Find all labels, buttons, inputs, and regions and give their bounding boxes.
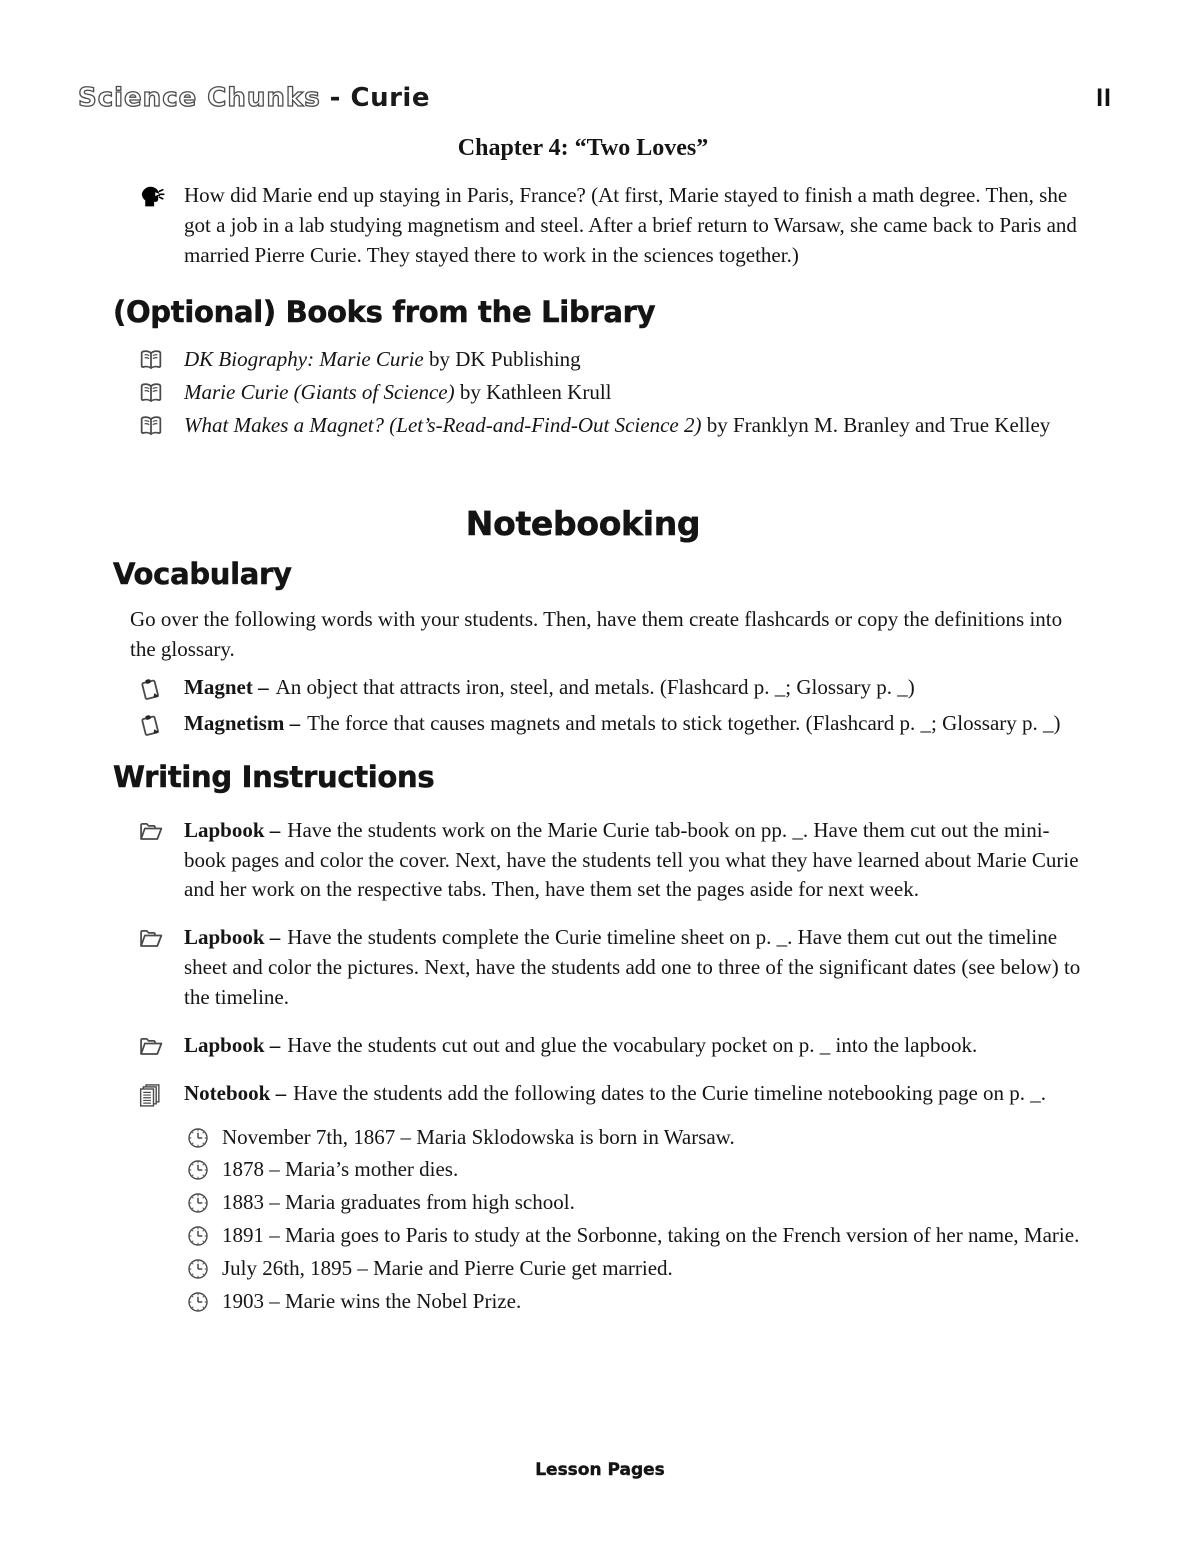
vocabulary-intro: Go over the following words with your students. Then, have them create flashcards or copy the definitions into the glossary. <box>130 606 1063 661</box>
footer-label: Lesson Pages <box>535 1460 665 1480</box>
writing-label: Notebook – <box>184 1080 287 1105</box>
vocab-term: Magnet – <box>184 674 269 699</box>
brand-title: Science Chunks <box>78 83 321 113</box>
book-item <box>136 344 1088 374</box>
writing-instructions-heading: Writing Instructions <box>113 759 435 794</box>
timeline-text: 1883 – Maria graduates from high school. <box>222 1190 575 1215</box>
writing-text: Have the students add the following dates to the Curie timeline notebooking page on p. _. <box>293 1080 1047 1105</box>
page-number: II <box>1096 84 1112 112</box>
chapter-title: Chapter 4: “Two Loves” <box>457 134 709 161</box>
open-folder-icon <box>136 816 184 905</box>
clock-icon <box>186 1188 222 1218</box>
brand-subject: - Curie <box>329 83 430 113</box>
writing-entry <box>184 923 1088 1012</box>
book-item <box>136 410 1088 440</box>
writing-item <box>136 816 1088 905</box>
timeline-item <box>186 1123 1088 1153</box>
vocab-definition: The force that causes magnets and metals to stick together. (Flashcard p. _; Glossary p. _) <box>307 710 1061 735</box>
clock-icon <box>186 1254 222 1284</box>
timeline-text: 1878 – Maria’s mother dies. <box>222 1157 459 1182</box>
writing-text: Have the students complete the Curie timeline sheet on p. _. Have them cut out the timeline sheet and color the pictures. Next, have the students add one to three of the significant dates (see below) to the timeline. <box>184 925 1081 1009</box>
writing-text: Have the students cut out and glue the vocabulary pocket on p. _ into the lapbook. <box>287 1032 978 1057</box>
clock-icon <box>186 1287 222 1317</box>
timeline-item <box>186 1221 1088 1251</box>
writing-entry <box>184 816 1088 905</box>
speaking-head-icon <box>136 181 184 270</box>
vocab-entry <box>184 709 1088 741</box>
timeline-text: 1903 – Marie wins the Nobel Prize. <box>222 1288 522 1313</box>
timeline-item <box>186 1155 1088 1185</box>
book-title: Marie Curie (Giants of Science) <box>184 380 455 405</box>
notebooking-heading: Notebooking <box>465 503 701 543</box>
writing-item <box>136 1079 1088 1111</box>
book-entry <box>184 344 1088 374</box>
writing-entry <box>184 1031 1088 1061</box>
vocabulary-heading: Vocabulary <box>113 556 292 591</box>
timeline-list <box>78 1123 1088 1317</box>
writing-text: Have the students work on the Marie Curie tab-book on pp. _. Have them cut out the mini-book pages and color the cover. Next, have the students tell you what they have learned about Marie Curie and her work on the respective tabs. Then, have them set the pages aside for next week. <box>184 817 1079 902</box>
question-text: How did Marie end up staying in Paris, France? (At first, Marie stayed to finish a math degree. Then, she got a job in a lab studying magnetism and steel. After a brief return to Warsaw, she came back to Paris and married Pierre Curie. They stayed there to work in the sciences together.) <box>184 182 1077 267</box>
clock-icon <box>186 1155 222 1185</box>
timeline-text: 1891 – Maria goes to Paris to study at the Sorbonne, taking on the French version of her name, Marie. <box>222 1223 1080 1248</box>
clock-icon <box>186 1123 222 1153</box>
writing-item <box>136 1031 1088 1061</box>
book-entry <box>184 377 1088 407</box>
notebook-pages-icon <box>136 1079 184 1111</box>
book-title: DK Biography: Marie Curie <box>184 346 424 371</box>
pencil-note-icon <box>136 673 184 705</box>
timeline-item <box>186 1188 1088 1218</box>
writing-item <box>136 923 1088 1012</box>
page-header <box>78 80 1112 117</box>
book-author: by Franklyn M. Branley and True Kelley <box>701 413 1051 438</box>
vocab-item <box>136 673 1088 705</box>
discussion-question <box>136 181 1088 270</box>
writing-entry <box>184 1079 1088 1111</box>
vocab-entry <box>184 673 1088 705</box>
book-item <box>136 377 1088 407</box>
timeline-text: November 7th, 1867 – Maria Sklodowska is born in Warsaw. <box>222 1124 735 1149</box>
timeline-text: July 26th, 1895 – Marie and Pierre Curie get married. <box>222 1255 673 1280</box>
book-entry <box>184 410 1088 440</box>
writing-label: Lapbook – <box>184 1032 281 1057</box>
vocab-definition: An object that attracts iron, steel, and metals. (Flashcard p. _; Glossary p. _) <box>275 674 915 699</box>
pencil-note-icon <box>136 709 184 741</box>
book-title: What Makes a Magnet? (Let’s-Read-and-Find-Out Science 2) <box>184 413 702 438</box>
open-folder-icon <box>136 923 184 1012</box>
vocab-term: Magnetism – <box>184 710 301 735</box>
timeline-item <box>186 1287 1088 1317</box>
open-book-icon <box>136 377 184 407</box>
book-author: by Kathleen Krull <box>454 380 612 405</box>
writing-label: Lapbook – <box>184 817 281 842</box>
books-section-heading: (Optional) Books from the Library <box>113 295 656 330</box>
open-folder-icon <box>136 1031 184 1061</box>
open-book-icon <box>136 344 184 374</box>
open-book-icon <box>136 410 184 440</box>
vocab-item <box>136 709 1088 741</box>
timeline-item <box>186 1254 1088 1284</box>
book-author: by DK Publishing <box>423 346 581 371</box>
writing-label: Lapbook – <box>184 925 281 950</box>
clock-icon <box>186 1221 222 1251</box>
